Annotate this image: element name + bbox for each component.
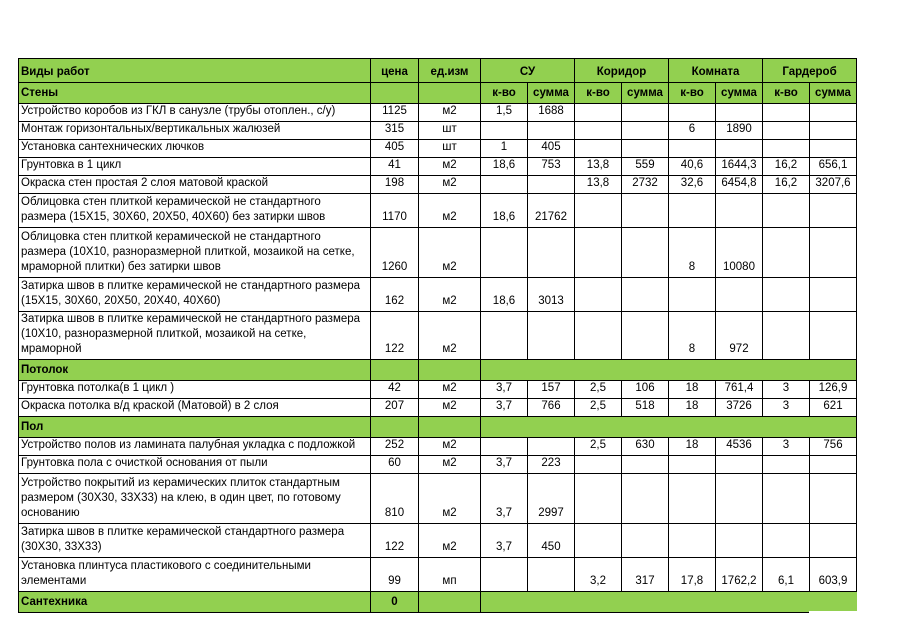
border-gap bbox=[809, 611, 858, 614]
sum-cell: 1890 bbox=[716, 122, 763, 140]
qty-cell bbox=[763, 228, 810, 278]
qty-cell: 40,6 bbox=[669, 158, 716, 176]
qty-cell bbox=[575, 104, 622, 122]
sum-cell: 518 bbox=[622, 399, 669, 417]
qty-cell bbox=[575, 278, 622, 312]
subheader-qty: к-во bbox=[669, 83, 716, 104]
unit-cell: м2 bbox=[419, 312, 481, 360]
works-table bbox=[18, 58, 857, 613]
sum-cell: 1688 bbox=[528, 104, 575, 122]
qty-cell: 6 bbox=[669, 122, 716, 140]
qty-cell bbox=[763, 474, 810, 524]
qty-cell bbox=[575, 524, 622, 558]
sum-cell bbox=[716, 474, 763, 524]
section-row-1 bbox=[19, 360, 857, 381]
price-cell: 41 bbox=[371, 158, 419, 176]
qty-cell: 13,8 bbox=[575, 158, 622, 176]
qty-cell bbox=[763, 122, 810, 140]
sum-cell: 405 bbox=[528, 140, 575, 158]
sum-cell: 756 bbox=[810, 438, 857, 456]
sum-cell: 317 bbox=[622, 558, 669, 592]
qty-cell bbox=[669, 140, 716, 158]
qty-cell: 16,2 bbox=[763, 158, 810, 176]
qty-cell: 3,7 bbox=[481, 381, 528, 399]
sum-cell bbox=[716, 104, 763, 122]
section-unit bbox=[419, 360, 481, 381]
col-group-garderob: Гардероб bbox=[763, 59, 857, 83]
sum-cell: 1644,3 bbox=[716, 158, 763, 176]
work-row bbox=[19, 228, 857, 278]
sum-cell bbox=[622, 474, 669, 524]
work-row bbox=[19, 456, 857, 474]
qty-cell: 18 bbox=[669, 381, 716, 399]
work-name-cell: Облицовка стен плиткой керамической не стандартного размера (10X10, разноразмерной плиткой, мозаикой на сетке, мраморной плитки) без затирки швов bbox=[19, 228, 371, 278]
section-span bbox=[481, 417, 857, 438]
qty-cell: 3,7 bbox=[481, 474, 528, 524]
sum-cell bbox=[528, 558, 575, 592]
unit-cell: м2 bbox=[419, 474, 481, 524]
work-row bbox=[19, 158, 857, 176]
price-cell: 99 bbox=[371, 558, 419, 592]
qty-cell bbox=[575, 228, 622, 278]
price-cell: 122 bbox=[371, 524, 419, 558]
section-title: Сантехника bbox=[19, 592, 371, 613]
qty-cell: 6,1 bbox=[763, 558, 810, 592]
qty-cell: 18,6 bbox=[481, 158, 528, 176]
section-unit bbox=[419, 417, 481, 438]
work-name-cell: Установка сантехнических лючков bbox=[19, 140, 371, 158]
qty-cell: 3 bbox=[763, 381, 810, 399]
section-price bbox=[371, 417, 419, 438]
work-name-cell: Затирка швов в плитке керамической стандартного размера (30X30, 33X33) bbox=[19, 524, 371, 558]
section-title: Пол bbox=[19, 417, 371, 438]
work-row bbox=[19, 104, 857, 122]
qty-cell bbox=[575, 122, 622, 140]
subheader-sum: сумма bbox=[716, 83, 763, 104]
work-name-cell: Затирка швов в плитке керамической не стандартного размера (15X15, 30X60, 20X50, 20X40, 40X60) bbox=[19, 278, 371, 312]
sum-cell bbox=[716, 456, 763, 474]
unit-cell: м2 bbox=[419, 104, 481, 122]
qty-cell bbox=[481, 176, 528, 194]
col-header-price: цена bbox=[371, 59, 419, 83]
col-group-koridor: Коридор bbox=[575, 59, 669, 83]
qty-cell: 17,8 bbox=[669, 558, 716, 592]
work-row bbox=[19, 399, 857, 417]
sum-cell: 10080 bbox=[716, 228, 763, 278]
sum-cell bbox=[528, 122, 575, 140]
price-cell: 810 bbox=[371, 474, 419, 524]
price-cell: 207 bbox=[371, 399, 419, 417]
subheader-qty: к-во bbox=[763, 83, 810, 104]
qty-cell: 2,5 bbox=[575, 438, 622, 456]
work-name-cell: Монтаж горизонтальных/вертикальных жалюзей bbox=[19, 122, 371, 140]
work-row bbox=[19, 474, 857, 524]
qty-cell bbox=[481, 228, 528, 278]
section-unit bbox=[419, 592, 481, 613]
qty-cell bbox=[575, 456, 622, 474]
sum-cell bbox=[810, 194, 857, 228]
qty-cell: 3,7 bbox=[481, 456, 528, 474]
work-row bbox=[19, 140, 857, 158]
price-cell: 42 bbox=[371, 381, 419, 399]
qty-cell bbox=[669, 524, 716, 558]
qty-cell: 3 bbox=[763, 438, 810, 456]
sum-cell bbox=[810, 278, 857, 312]
unit-cell: м2 bbox=[419, 194, 481, 228]
section-row-3 bbox=[19, 592, 857, 613]
subheader-sum: сумма bbox=[622, 83, 669, 104]
price-cell: 315 bbox=[371, 122, 419, 140]
qty-cell: 13,8 bbox=[575, 176, 622, 194]
qty-cell: 3,7 bbox=[481, 524, 528, 558]
section-price bbox=[371, 360, 419, 381]
qty-cell bbox=[763, 524, 810, 558]
qty-cell bbox=[669, 194, 716, 228]
section-span bbox=[481, 360, 857, 381]
qty-cell: 2,5 bbox=[575, 399, 622, 417]
unit-cell: мп bbox=[419, 558, 481, 592]
sum-cell bbox=[622, 122, 669, 140]
qty-cell bbox=[763, 194, 810, 228]
work-name-cell: Грунтовка пола с очисткой основания от пыли bbox=[19, 456, 371, 474]
unit-cell: шт bbox=[419, 122, 481, 140]
qty-cell bbox=[481, 558, 528, 592]
estimate-table-wrap bbox=[18, 58, 857, 613]
sum-cell: 3207,6 bbox=[810, 176, 857, 194]
sum-cell bbox=[622, 104, 669, 122]
work-name-cell: Установка плинтуса пластикового с соединительными элементами bbox=[19, 558, 371, 592]
unit-cell: м2 bbox=[419, 158, 481, 176]
qty-cell bbox=[669, 104, 716, 122]
sum-cell bbox=[716, 278, 763, 312]
sum-cell: 2997 bbox=[528, 474, 575, 524]
sum-cell bbox=[528, 438, 575, 456]
qty-cell bbox=[763, 456, 810, 474]
header-row bbox=[19, 59, 857, 83]
section-unit bbox=[419, 83, 481, 104]
unit-cell: м2 bbox=[419, 278, 481, 312]
work-name-cell: Затирка швов в плитке керамической не стандартного размера (10X10, разноразмерной плиткой, мозаикой на сетке, мраморной bbox=[19, 312, 371, 360]
sum-cell bbox=[716, 194, 763, 228]
sum-cell bbox=[716, 140, 763, 158]
sum-cell: 450 bbox=[528, 524, 575, 558]
qty-cell bbox=[763, 278, 810, 312]
work-name-cell: Окраска стен простая 2 слоя матовой краской bbox=[19, 176, 371, 194]
sum-cell: 603,9 bbox=[810, 558, 857, 592]
price-cell: 162 bbox=[371, 278, 419, 312]
qty-cell bbox=[575, 312, 622, 360]
qty-cell bbox=[669, 474, 716, 524]
unit-cell: м2 bbox=[419, 381, 481, 399]
sum-cell bbox=[528, 176, 575, 194]
qty-cell: 2,5 bbox=[575, 381, 622, 399]
work-row bbox=[19, 312, 857, 360]
qty-cell bbox=[763, 140, 810, 158]
sum-cell bbox=[810, 104, 857, 122]
sum-cell bbox=[622, 228, 669, 278]
qty-cell bbox=[481, 122, 528, 140]
sum-cell: 761,4 bbox=[716, 381, 763, 399]
qty-cell: 8 bbox=[669, 228, 716, 278]
sum-cell: 106 bbox=[622, 381, 669, 399]
qty-cell: 18 bbox=[669, 438, 716, 456]
work-row bbox=[19, 278, 857, 312]
sum-cell: 559 bbox=[622, 158, 669, 176]
unit-cell: м2 bbox=[419, 176, 481, 194]
qty-cell bbox=[575, 140, 622, 158]
work-row bbox=[19, 381, 857, 399]
price-cell: 1260 bbox=[371, 228, 419, 278]
sum-cell bbox=[810, 474, 857, 524]
subheader-sum: сумма bbox=[810, 83, 857, 104]
work-name-cell: Окраска потолка в/д краской (Матовой) в 2 слоя bbox=[19, 399, 371, 417]
col-header-unit: ед.изм bbox=[419, 59, 481, 83]
work-name-cell: Грунтовка потолка(в 1 цикл ) bbox=[19, 381, 371, 399]
subheader-qty: к-во bbox=[575, 83, 622, 104]
col-header-work: Виды работ bbox=[19, 59, 371, 83]
section-span bbox=[481, 592, 857, 613]
sum-cell bbox=[528, 228, 575, 278]
qty-cell: 18,6 bbox=[481, 278, 528, 312]
unit-cell: м2 bbox=[419, 456, 481, 474]
sum-cell: 766 bbox=[528, 399, 575, 417]
sum-cell bbox=[810, 524, 857, 558]
qty-cell: 32,6 bbox=[669, 176, 716, 194]
section-title: Потолок bbox=[19, 360, 371, 381]
col-group-komnata: Комната bbox=[669, 59, 763, 83]
work-name-cell: Облицовка стен плиткой керамической не стандартного размера (15X15, 30X60, 20X50, 40X60) без затирки швов bbox=[19, 194, 371, 228]
subheader-qty: к-во bbox=[481, 83, 528, 104]
sum-cell: 4536 bbox=[716, 438, 763, 456]
sum-cell bbox=[622, 456, 669, 474]
qty-cell: 18 bbox=[669, 399, 716, 417]
qty-cell bbox=[481, 438, 528, 456]
price-cell: 405 bbox=[371, 140, 419, 158]
qty-cell: 1,5 bbox=[481, 104, 528, 122]
qty-cell: 3,7 bbox=[481, 399, 528, 417]
sum-cell: 21762 bbox=[528, 194, 575, 228]
qty-cell bbox=[481, 312, 528, 360]
qty-cell bbox=[763, 104, 810, 122]
sum-cell: 972 bbox=[716, 312, 763, 360]
work-row bbox=[19, 194, 857, 228]
work-row bbox=[19, 176, 857, 194]
work-row bbox=[19, 558, 857, 592]
sum-cell bbox=[622, 312, 669, 360]
subheader-sum: сумма bbox=[528, 83, 575, 104]
sum-cell: 223 bbox=[528, 456, 575, 474]
qty-cell bbox=[575, 194, 622, 228]
work-name-cell: Устройство полов из ламината палубная укладка с подложкой bbox=[19, 438, 371, 456]
work-row bbox=[19, 524, 857, 558]
sum-cell bbox=[716, 524, 763, 558]
sum-cell bbox=[622, 278, 669, 312]
work-name-cell: Грунтовка в 1 цикл bbox=[19, 158, 371, 176]
sum-cell bbox=[810, 312, 857, 360]
sum-cell bbox=[622, 194, 669, 228]
qty-cell: 3,2 bbox=[575, 558, 622, 592]
work-row bbox=[19, 122, 857, 140]
unit-cell: м2 bbox=[419, 438, 481, 456]
work-name-cell: Устройство покрытий из керамических плиток стандартным размером (30X30, 33X33) на клею, в один цвет, по готовому основанию bbox=[19, 474, 371, 524]
unit-cell: м2 bbox=[419, 524, 481, 558]
sum-cell: 1762,2 bbox=[716, 558, 763, 592]
qty-cell bbox=[763, 312, 810, 360]
qty-cell: 18,6 bbox=[481, 194, 528, 228]
section-row-2 bbox=[19, 417, 857, 438]
sum-cell bbox=[810, 140, 857, 158]
price-cell: 122 bbox=[371, 312, 419, 360]
sum-cell bbox=[810, 228, 857, 278]
sum-cell: 3726 bbox=[716, 399, 763, 417]
price-cell: 1125 bbox=[371, 104, 419, 122]
sum-cell: 656,1 bbox=[810, 158, 857, 176]
sum-cell: 630 bbox=[622, 438, 669, 456]
section-price: 0 bbox=[371, 592, 419, 613]
qty-cell: 16,2 bbox=[763, 176, 810, 194]
work-name-cell: Устройство коробов из ГКЛ в санузле (трубы отоплен., с/у) bbox=[19, 104, 371, 122]
unit-cell: м2 bbox=[419, 399, 481, 417]
sum-cell: 3013 bbox=[528, 278, 575, 312]
sum-cell bbox=[810, 456, 857, 474]
section-title: Стены bbox=[19, 83, 371, 104]
unit-cell: шт bbox=[419, 140, 481, 158]
qty-cell bbox=[669, 456, 716, 474]
unit-cell: м2 bbox=[419, 228, 481, 278]
qty-cell bbox=[669, 278, 716, 312]
col-group-su: СУ bbox=[481, 59, 575, 83]
price-cell: 198 bbox=[371, 176, 419, 194]
sum-cell bbox=[622, 140, 669, 158]
qty-cell bbox=[575, 474, 622, 524]
qty-cell: 1 bbox=[481, 140, 528, 158]
sum-cell: 621 bbox=[810, 399, 857, 417]
section-price bbox=[371, 83, 419, 104]
price-cell: 60 bbox=[371, 456, 419, 474]
sum-cell: 2732 bbox=[622, 176, 669, 194]
work-row bbox=[19, 438, 857, 456]
section-row-0 bbox=[19, 83, 857, 104]
price-cell: 252 bbox=[371, 438, 419, 456]
sum-cell bbox=[528, 312, 575, 360]
qty-cell: 3 bbox=[763, 399, 810, 417]
sum-cell: 6454,8 bbox=[716, 176, 763, 194]
sum-cell: 126,9 bbox=[810, 381, 857, 399]
sum-cell bbox=[622, 524, 669, 558]
sum-cell bbox=[810, 122, 857, 140]
sum-cell: 753 bbox=[528, 158, 575, 176]
price-cell: 1170 bbox=[371, 194, 419, 228]
sum-cell: 157 bbox=[528, 381, 575, 399]
qty-cell: 8 bbox=[669, 312, 716, 360]
